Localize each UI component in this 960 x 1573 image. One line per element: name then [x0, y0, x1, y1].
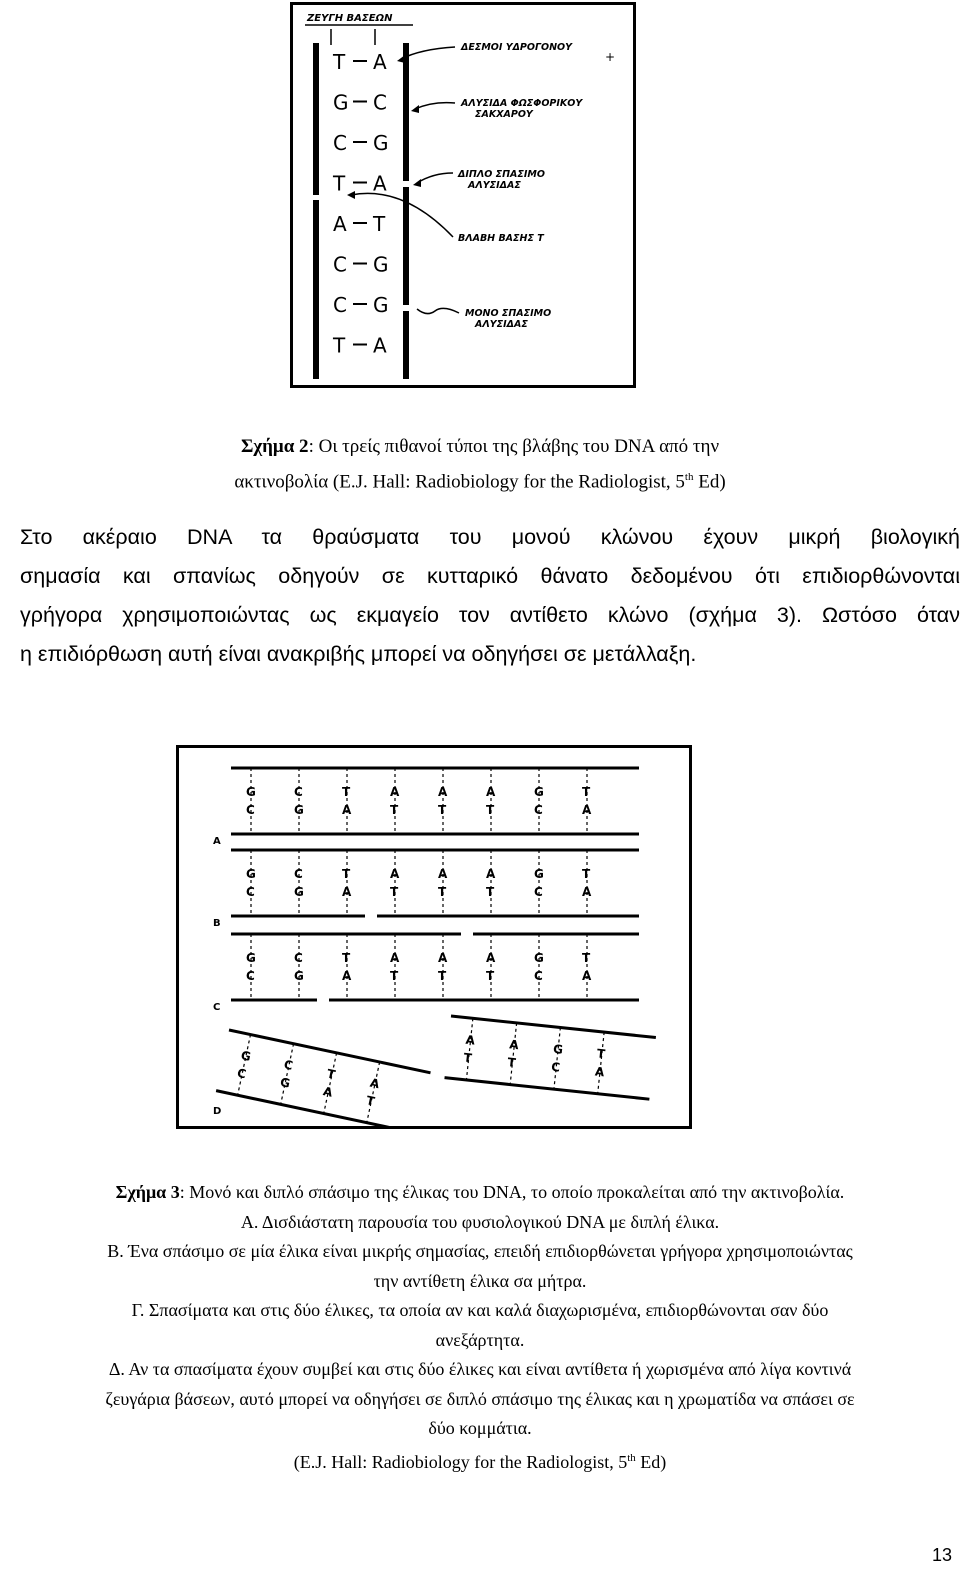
base-bottom: C — [534, 803, 543, 817]
panel-label-a: A — [213, 836, 221, 847]
base-pair — [332, 334, 387, 358]
base-left: C — [333, 252, 347, 277]
double-break-gap-left — [307, 195, 325, 200]
base-bottom: T — [438, 885, 447, 899]
arrow-double-break — [417, 173, 453, 183]
top-strand — [451, 1016, 656, 1038]
left-backbone — [313, 43, 319, 379]
base-pair — [390, 850, 400, 916]
caption1-line2-end: Ed) — [693, 471, 726, 493]
caption2-line1-text: : Μονό και διπλό σπάσιμο της έλικας του DNA, το οποίο προκαλείται από την ακτινοβολία. — [179, 1182, 845, 1202]
base-top: A — [438, 867, 448, 881]
base-right: G — [373, 131, 389, 155]
base-top: C — [294, 951, 303, 965]
base-top: A — [390, 785, 400, 799]
base-top: A — [464, 1032, 476, 1048]
base-top: A — [438, 785, 448, 799]
base-bottom: T — [438, 969, 447, 983]
base-right: A — [373, 333, 387, 358]
base-top: T — [342, 867, 351, 881]
base-top: G — [552, 1041, 564, 1057]
arrowhead-base-damage — [347, 191, 355, 199]
base-pair — [333, 293, 389, 317]
caption1-line1-text: : Οι τρείς πιθανοί τύποι της βλάβης του DNA από την — [308, 436, 720, 457]
base-right: G — [373, 252, 389, 277]
base-bottom: T — [364, 1093, 376, 1109]
base-top: G — [534, 785, 544, 799]
broken-fragment — [216, 1030, 430, 1126]
base-bottom: T — [506, 1055, 517, 1070]
strand-panel — [231, 850, 639, 916]
base-top: A — [438, 951, 448, 965]
arrowhead-hydrogen-bonds — [397, 55, 405, 63]
page-number: 13 — [931, 1545, 952, 1565]
panel-label-d: D — [213, 1106, 222, 1117]
base-top: C — [294, 785, 303, 799]
base-pair — [246, 850, 256, 916]
base-top: T — [342, 951, 351, 965]
strand-panel — [231, 768, 639, 834]
base-bottom: C — [534, 969, 543, 983]
arrow-single-break — [417, 308, 459, 313]
strand-break-diagram — [179, 748, 689, 1126]
base-left: G — [333, 90, 349, 115]
panel-label-b: B — [213, 918, 221, 929]
base-pair — [342, 768, 352, 834]
base-left: T — [333, 171, 346, 196]
base-top: T — [582, 951, 591, 965]
base-top: T — [596, 1046, 606, 1062]
base-bottom: C — [550, 1059, 561, 1075]
base-pair — [333, 212, 386, 236]
broken-fragment — [445, 1016, 656, 1099]
base-bottom: T — [390, 803, 399, 817]
base-bottom: C — [246, 803, 255, 817]
strand-rows — [216, 768, 656, 1126]
base-top: G — [246, 951, 256, 965]
base-pair — [333, 253, 389, 277]
caption2-line9: δύο κομμάτια. — [428, 1418, 532, 1438]
arrow-backbone — [415, 103, 455, 109]
base-pair — [246, 934, 256, 1000]
rung — [364, 1062, 380, 1123]
base-right: G — [373, 293, 389, 317]
base-pair — [438, 768, 448, 834]
base-top: A — [390, 951, 400, 965]
dna-damage-diagram — [293, 5, 633, 385]
base-bottom: G — [294, 969, 304, 983]
base-pair — [332, 172, 387, 196]
base-left: A — [333, 212, 347, 236]
caption2-label: Σχήμα 3 — [115, 1182, 180, 1202]
figure-dna-damage-types — [290, 2, 636, 388]
caption2-line6: ανεξάρτητα. — [435, 1329, 525, 1350]
figure-dna-strand-breaks — [176, 745, 692, 1129]
rung — [466, 1018, 472, 1080]
caption2-sup: th — [627, 1451, 636, 1464]
base-bottom: G — [294, 885, 304, 899]
base-pair — [294, 934, 304, 1000]
caption2-line10 — [0, 1444, 960, 1478]
base-top: A — [368, 1075, 381, 1092]
paragraph-line-3: γρήγορα χρησιμοποιώντας ως εκμαγείο τον αντίθετο κλώνο (σχήμα 3). Ωστόσο όταν — [20, 603, 960, 627]
base-pair — [333, 131, 389, 155]
base-bottom: T — [390, 885, 399, 899]
base-top: T — [582, 785, 591, 799]
caption2-line10-end: Ed) — [635, 1451, 667, 1472]
base-pair — [534, 768, 544, 834]
caption1-line2-text: ακτινοβολία (E.J. Hall: Radiobiology for the Radiologist, 5 — [234, 471, 685, 493]
base-right: A — [373, 50, 387, 74]
caption2-line10-text: (E.J. Hall: Radiobiology for the Radiologist, 5 — [293, 1451, 628, 1472]
bottom-strand — [216, 1091, 417, 1126]
double-break-gap — [397, 181, 415, 187]
base-top: C — [294, 867, 303, 881]
base-top: T — [342, 785, 351, 799]
base-pair — [333, 91, 387, 115]
single-break-gap — [397, 305, 415, 311]
base-pair — [246, 768, 256, 834]
strand-panel — [231, 934, 639, 1000]
base-pairs-header: ΖΕΥΓΗ ΒΑΣΕΩΝ — [307, 13, 393, 24]
paragraph-line-4: η επιδιόρθωση αυτή είναι ανακριβής μπορεί να οδηγήσει σε μετάλλαξη. — [20, 642, 697, 666]
base-pair — [486, 768, 496, 834]
base-left: T — [333, 333, 346, 358]
base-pair — [582, 934, 592, 1000]
base-top: T — [325, 1066, 337, 1082]
arrowhead-backbone — [411, 105, 419, 113]
rung — [321, 1053, 337, 1114]
panel-label-c: C — [213, 1002, 221, 1013]
base-pair — [390, 934, 400, 1000]
base-bottom: A — [321, 1084, 334, 1100]
rung — [510, 1023, 516, 1085]
caption2-line8: ζευγάρια βάσεων, αυτό μπορεί να οδηγήσει σε διπλό σπάσιμο της έλικας και η χρωματίδα να σπάσει σε — [105, 1388, 855, 1409]
base-bottom: A — [342, 885, 352, 899]
rung — [598, 1032, 604, 1094]
base-pair — [294, 850, 304, 916]
base-pair — [461, 1018, 477, 1081]
base-bottom: T — [462, 1050, 473, 1066]
base-bottom: T — [486, 803, 495, 817]
base-bottom: A — [582, 885, 592, 899]
base-top: G — [246, 867, 256, 881]
base-right: A — [373, 171, 387, 196]
bottom-strand — [445, 1078, 650, 1100]
base-pair — [549, 1027, 565, 1090]
base-top: A — [508, 1037, 520, 1053]
right-backbone — [403, 43, 409, 379]
base-top: G — [534, 951, 544, 965]
base-bottom: T — [486, 885, 495, 899]
base-pair — [342, 934, 352, 1000]
caption1-line1 — [0, 432, 960, 462]
caption2-line5: Γ. Σπασίματα και στις δύο έλικες, τα οποία αν και καλά διαχωρισμένα, επιδιορθώνονται σαν δύο — [131, 1300, 829, 1320]
base-pair — [294, 768, 304, 834]
base-top: C — [282, 1057, 295, 1073]
base-top: T — [582, 867, 591, 881]
label-double-break-2: ΑΛΥΣΙΔΑΣ — [468, 180, 521, 191]
base-top: A — [486, 867, 496, 881]
caption1-sup: th — [684, 471, 694, 483]
caption2-line4: την αντίθετη έλικα σα μήτρα. — [373, 1270, 587, 1291]
stray-mark: + — [605, 50, 616, 64]
base-pair — [534, 850, 544, 916]
figure-2-caption — [0, 432, 960, 497]
label-single-break-2: ΑΛΥΣΙΔΑΣ — [475, 319, 528, 330]
base-top: A — [390, 867, 400, 881]
base-pair — [319, 1052, 342, 1115]
rung — [278, 1044, 294, 1105]
base-left: T — [333, 50, 346, 74]
base-pair — [438, 934, 448, 1000]
caption2-line2: Α. Δισδιάστατη παρουσία του φυσιολογικού DNA με διπλή έλικα. — [240, 1211, 720, 1232]
body-paragraph — [20, 518, 960, 674]
base-bottom: A — [594, 1064, 605, 1080]
rung — [554, 1027, 560, 1089]
base-right: T — [373, 212, 386, 236]
caption1-line2 — [0, 462, 960, 497]
label-single-break-1: ΜΟΝΟ ΣΠΑΣΙΜΟ — [465, 308, 552, 319]
base-bottom: C — [246, 885, 255, 899]
base-left: C — [333, 293, 347, 317]
arrow-hydrogen-bonds — [401, 47, 455, 59]
base-left: C — [333, 131, 347, 155]
figure-3-caption — [0, 1178, 960, 1477]
base-pair — [505, 1022, 521, 1085]
base-bottom: G — [278, 1074, 292, 1091]
paragraph-line-1: Στο ακέραιο DNA τα θραύσματα του μονού κλώνου έχουν μικρή βιολογική — [20, 525, 960, 549]
base-bottom: A — [582, 803, 592, 817]
base-bottom: T — [486, 969, 495, 983]
base-pair — [332, 50, 387, 74]
base-pair — [486, 934, 496, 1000]
base-pairs — [332, 50, 389, 358]
base-bottom: A — [342, 969, 352, 983]
label-double-break-1: ΔΙΠΛΟ ΣΠΑΣΙΜΟ — [458, 169, 545, 180]
base-pair — [438, 850, 448, 916]
base-top: A — [486, 785, 496, 799]
base-pair — [233, 1034, 256, 1097]
base-pair — [486, 850, 496, 916]
paragraph-line-2: σημασία και σπανίως οδηγούν σε κυτταρικό θάνατο δεδομένου ότι επιδιορθώνονται — [20, 564, 960, 588]
base-top: G — [239, 1048, 253, 1064]
base-pair — [362, 1061, 385, 1124]
caption2-line3: Β. Ένα σπάσιμο σε μία έλικα είναι μικρής σημασίας, επειδή επιδιορθώνεται γρήγορα χρησιμοποιώντας — [107, 1241, 853, 1261]
base-bottom: G — [294, 803, 304, 817]
caption2-line1 — [0, 1178, 960, 1208]
label-backbone-2: ΣΑΚΧΑΡΟΥ — [475, 109, 533, 120]
label-hydrogen-bonds: ΔΕΣΜΟΙ ΥΔΡΟΓΟΝΟΥ — [461, 42, 573, 53]
base-right: C — [373, 90, 387, 115]
base-top: G — [534, 867, 544, 881]
base-pair — [342, 850, 352, 916]
base-bottom: A — [342, 803, 352, 817]
base-pair — [582, 768, 592, 834]
base-pair — [276, 1043, 299, 1106]
base-pair — [390, 768, 400, 834]
base-pair — [534, 934, 544, 1000]
base-top: G — [246, 785, 256, 799]
base-top: A — [486, 951, 496, 965]
base-bottom: C — [235, 1065, 248, 1082]
base-pair — [593, 1032, 609, 1095]
base-bottom: T — [390, 969, 399, 983]
arrow-base-damage — [351, 193, 453, 237]
base-bottom: C — [246, 969, 255, 983]
label-backbone-1: ΑΛΥΣΙΔΑ ΦΩΣΦΟΡΙΚΟΥ — [461, 98, 583, 109]
base-pair — [582, 850, 592, 916]
base-bottom: A — [582, 969, 592, 983]
base-bottom: C — [534, 885, 543, 899]
base-bottom: T — [438, 803, 447, 817]
caption2-line7: Δ. Αν τα σπασίματα έχουν συμβεί και στις δύο έλικες και είναι αντίθετα ή χωρισμένα από λίγα κοντινά — [108, 1359, 852, 1379]
rung — [235, 1035, 251, 1096]
label-base-damage: ΒΛΑΒΗ ΒΑΣΗΣ Τ — [458, 233, 544, 244]
caption1-label: Σχήμα 2 — [240, 436, 309, 457]
